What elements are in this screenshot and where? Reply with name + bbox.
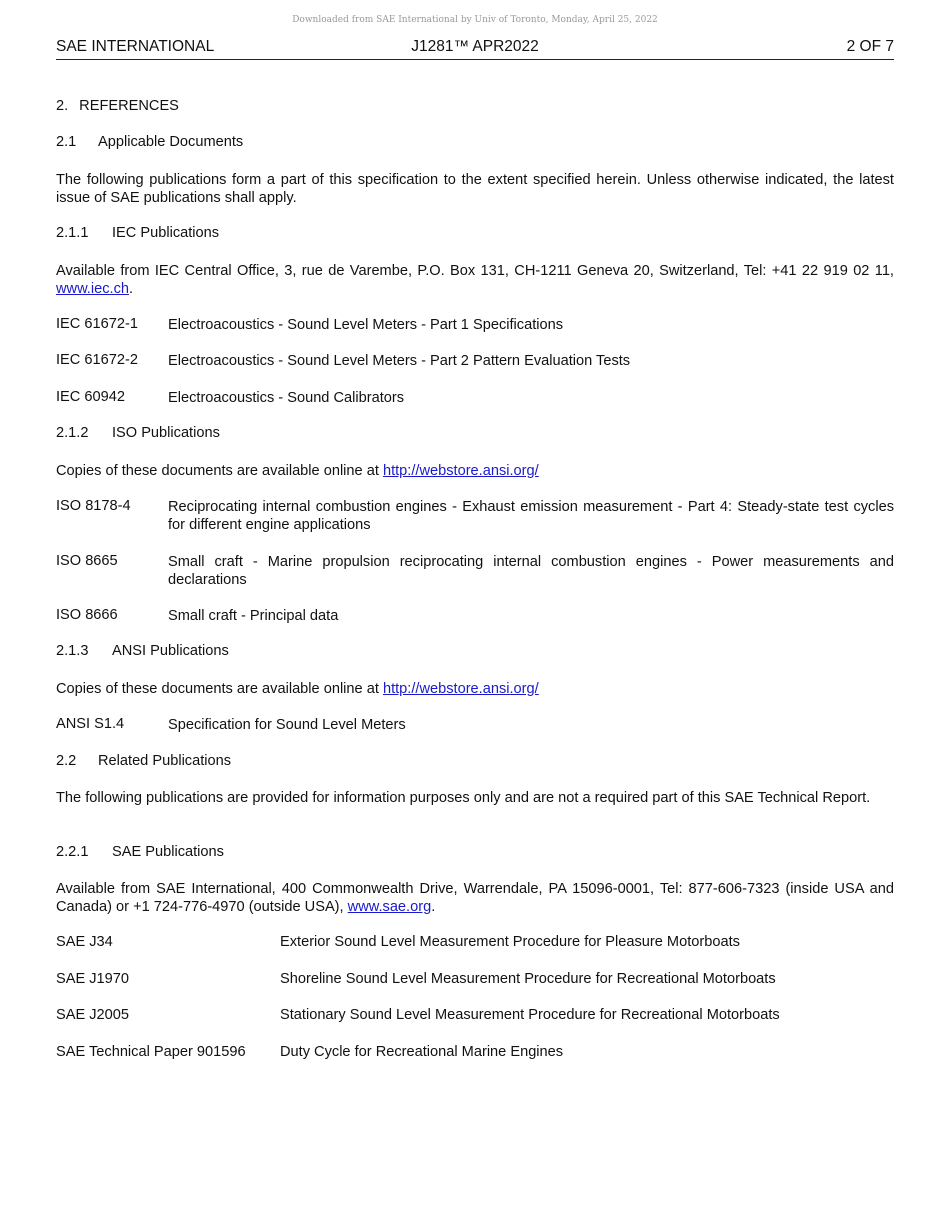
section-2-heading [56,98,179,114]
header-publisher: SAE INTERNATIONAL [56,38,215,55]
reference-title: Specification for Sound Level Meters [168,717,406,733]
reference-title: Small craft - Marine propulsion reciprocating internal combustion engines - Power measurements and declarations [168,554,894,588]
iso-availability-text: Copies of these documents are available online at [56,463,383,479]
reference-id: SAE J2005 [56,1007,130,1023]
iec-website-link[interactable]: www.iec.ch [56,281,129,297]
ansi-availability-paragraph [56,680,894,698]
ansi-webstore-link[interactable]: http://webstore.ansi.org/ [382,681,539,697]
reference-id: SAE J1970 [56,971,130,987]
section-2-1-heading [56,134,76,150]
section-number: 2.1 [56,134,77,150]
section-2-1-2-title: ISO Publications [112,425,220,441]
section-number: 2. [56,98,69,114]
sae-website-link[interactable]: www.sae.org [347,899,432,915]
section-2-1-1-title: IEC Publications [112,225,220,241]
header-doc-number: J1281™ APR2022 [411,38,539,55]
reference-id: IEC 61672-2 [56,352,138,368]
reference-id: ANSI S1.4 [56,716,125,732]
reference-title: Electroacoustics - Sound Level Meters - Part 1 Specifications [168,317,564,333]
sae-availability-paragraph [56,880,894,916]
iec-availability-period: . [129,281,134,297]
section-2-1-paragraph: The following publications form a part of this specification to the extent specified herein. Unless otherwise indicated, the latest issue of SAE publications shall apply. [56,172,894,206]
reference-id: ISO 8665 [56,553,118,569]
ansi-webstore-link[interactable]: http://webstore.ansi.org/ [382,463,539,479]
reference-id: SAE Technical Paper 901596 [56,1044,246,1060]
section-2-2-1-number: 2.2.1 [56,844,89,860]
iso-availability-paragraph [56,462,894,480]
reference-title: Reciprocating internal combustion engines - Exhaust emission measurement - Part 4: Steady-state test cycles for different engine applications [168,499,894,533]
section-2-2-number: 2.2 [56,753,77,769]
section-title: REFERENCES [79,98,179,114]
section-2-1-3-number: 2.1.3 [56,643,89,659]
reference-id: SAE J34 [56,934,113,950]
reference-title: Small craft - Principal data [168,608,339,624]
sae-availability-text: Available from SAE International, 400 Commonwealth Drive, Warrendale, PA 15096-0001, Tel: 877-606-7323 (inside USA and Canada) or +1 724-776-4970 (outside USA), [56,881,894,915]
section-2-1-2-number: 2.1.2 [56,425,89,441]
header-rule [56,59,894,60]
section-2-1-1-number: 2.1.1 [56,225,89,241]
sae-availability-period: . [431,899,436,915]
reference-id: ISO 8178-4 [56,498,131,514]
reference-title: Stationary Sound Level Measurement Procedure for Recreational Motorboats [280,1007,780,1023]
reference-title: Duty Cycle for Recreational Marine Engines [280,1044,564,1060]
iec-availability-paragraph [56,262,894,298]
reference-title: Electroacoustics - Sound Calibrators [168,390,405,406]
download-watermark: Downloaded from SAE International by Univ of Toronto, Monday, April 25, 2022 [292,15,658,25]
section-2-2-1-title: SAE Publications [112,844,224,860]
reference-title: Exterior Sound Level Measurement Procedure for Pleasure Motorboats [280,934,740,950]
reference-id: IEC 61672-1 [56,316,138,332]
section-2-2-paragraph: The following publications are provided for information purposes only and are not a required part of this SAE Technical Report. [56,790,871,806]
header-page-number: 2 OF 7 [846,38,894,55]
section-2-2-title: Related Publications [98,753,232,769]
reference-title: Shoreline Sound Level Measurement Procedure for Recreational Motorboats [280,971,776,987]
section-2-1-title: Applicable Documents [98,134,244,150]
section-2-1-3-title: ANSI Publications [112,643,229,659]
ansi-availability-text: Copies of these documents are available online at [56,681,383,697]
reference-title: Electroacoustics - Sound Level Meters - Part 2 Pattern Evaluation Tests [168,353,631,369]
iec-availability-text: Available from IEC Central Office, 3, rue de Varembe, P.O. Box 131, CH-1211 Geneva 20, Switzerland, Tel: +41 22 919 02 11, [56,263,894,279]
reference-id: ISO 8666 [56,607,118,623]
reference-id: IEC 60942 [56,389,125,405]
